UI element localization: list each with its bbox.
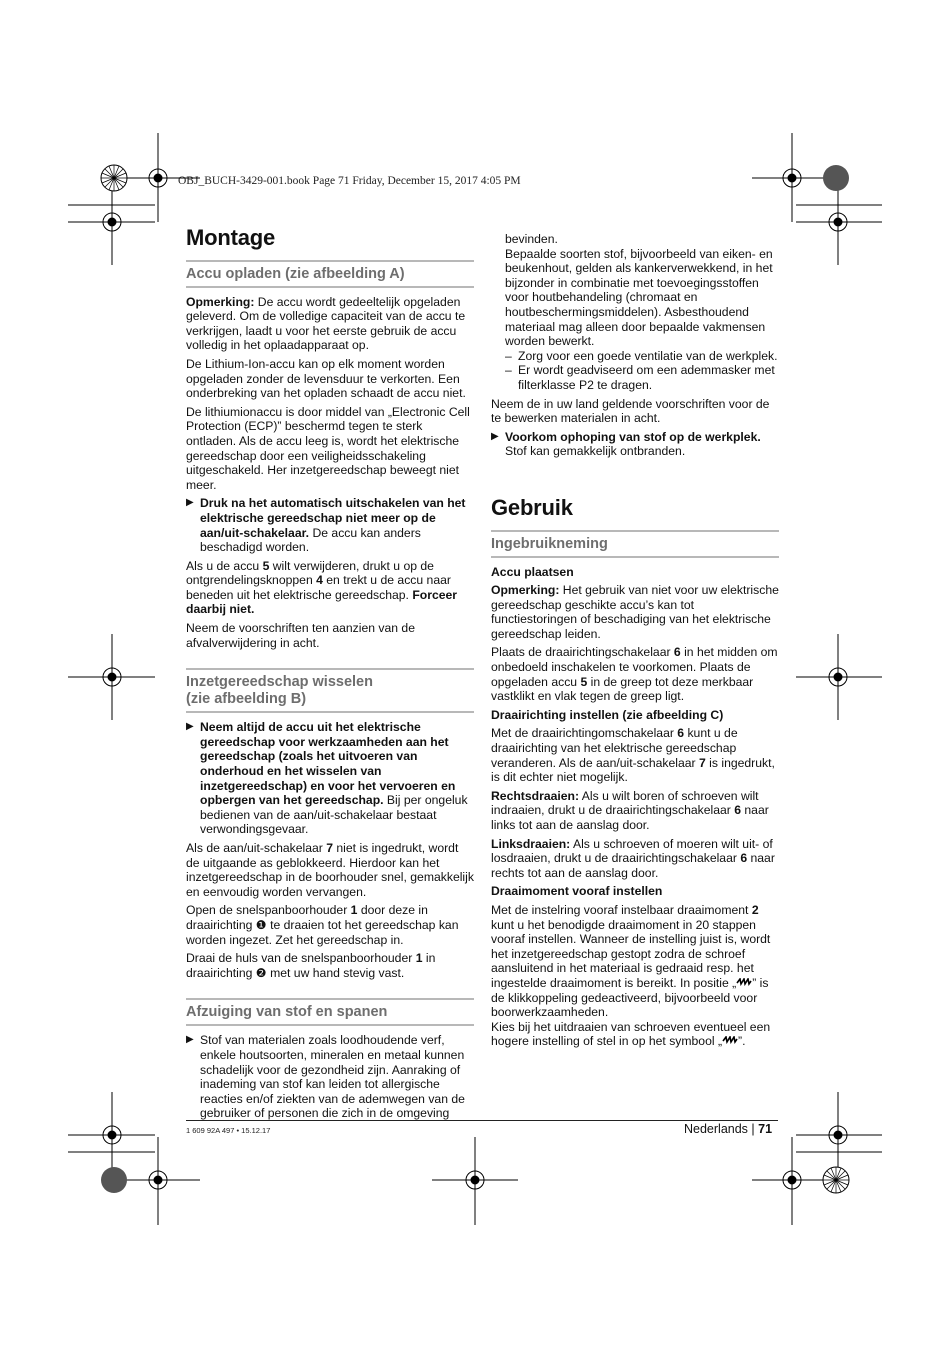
paragraph: Plaats de draairichtingschakelaar 6 in het midden om onbedoeld inschakelen te voorkomen. Plaats de opgeladen accu 5 in de greep tot deze merkbaar vastklikt en vlak tegen de greep ligt.	[491, 645, 778, 704]
paragraph: Open de snelspanboorhouder 1 door deze in draairichting ❶ te draaien tot het gereedschap kan worden ingezet. Zet het gereedschap in.	[186, 903, 459, 947]
drill-symbol-icon	[722, 1036, 738, 1045]
paragraph: Bepaalde soorten stof, bijvoorbeeld van eiken- en beukenhout, gelden als kankerverwekkend, in het bijzonder in combinatie met toevoegingsstoffen voor houtbehandeling (chromaat en houtbeschermingsmiddelen). Asbesthoudend materiaal mag alleen door bepaalde vakmensen worden bewerkt.	[505, 246, 773, 349]
paragraph: Draai de huls van de snelspanboorhouder 1 in draairichting ❷ met uw hand stevig vast.	[186, 951, 436, 980]
bullet-item: ▶ Stof van materialen zoals loodhoudende verf, enkele houtsoorten, mineralen en metaal kunnen schadelijk voor de gezondheid zijn. Aanraking of inademing van stof kan leiden tot allergische reacties en/of ziekten van de ademwegen van de gebruiker of personen die zich in de omgeving	[186, 1033, 465, 1121]
section-title-gebruik: Gebruik	[491, 494, 573, 520]
page-number: 71	[758, 1122, 773, 1136]
drill-symbol-icon	[736, 978, 752, 987]
triangle-bullet-icon: ▶	[186, 1034, 194, 1046]
heading-ingebruikneming: Ingebruikneming	[491, 530, 779, 558]
heading-afzuiging: Afzuiging van stof en spanen	[186, 998, 474, 1026]
paragraph: Opmerking: Het gebruik van niet voor uw elektrische gereedschap geschikte accu’s kan tot functiestoringen of beschadiging van het elektrische gereedschap leiden.	[491, 583, 779, 641]
heading-inzetgereedschap: Inzetgereedschap wisselen (zie afbeelding B)	[186, 668, 474, 713]
paragraph: Linksdraaien: Als u schroeven of moeren wilt uit- of losdraaien, drukt u de draairichtingschakelaar 6 naar rechts tot aan de aanslag door.	[491, 836, 775, 880]
paragraph: De Lithium-Ion-accu kan op elk moment worden opgeladen zonder de levensduur te verkorten. Een onderbreking van het opladen schaadt de accu niet.	[186, 356, 466, 401]
paragraph: Met de draairichtingomschakelaar 6 kunt u de draairichting van het elektrische gereedschap veranderen. Als de aan/uit-schakelaar 7 is ingedrukt, is dit echter niet mogelijk.	[491, 726, 775, 785]
dash-item: – Er wordt geadviseerd om een ademmasker met filterklasse P2 te dragen.	[505, 363, 775, 392]
paragraph: bevinden.	[505, 232, 558, 246]
paragraph: Kies bij het uitdraaien van schroeven eventueel een hogere instelling of stel in op het symbool „ ”.	[491, 1019, 771, 1049]
heading-accu-opladen: Accu opladen (zie afbeelding A)	[186, 260, 474, 288]
footer-page-info: Nederlands | 71	[684, 1122, 773, 1136]
section-title-montage: Montage	[186, 225, 276, 250]
bullet-item: ▶ Neem altijd de accu uit het elektrische gereedschap voor werkzaamheden aan het gereedschap (zoals het uitvoeren van onderhoud en het wisselen van inzetgereedschap) en voor het vervoeren en opbergen van het gereedschap. Bij per ongeluk bedienen van de aan/uit-schakelaar bestaat verwondingsgevaar.	[186, 720, 468, 837]
left-column	[186, 225, 474, 1125]
paragraph: De lithiumionaccu is door middel van „Electronic Cell Protection (ECP)” beschermd tegen te sterk ontladen. Als de accu leeg is, wordt het elektrische gereedschap door een veiligheidsschakeling uitgeschakeld. Her inzetgereedschap beweegt niet meer.	[186, 404, 470, 492]
bullet-item: ▶ Druk na het automatisch uitschakelen van het elektrische gereedschap niet meer op de aan/uit-schakelaar. De accu kan anders beschadigd worden.	[186, 496, 466, 555]
subheading-accu-plaatsen: Accu plaatsen	[491, 564, 574, 579]
paragraph: Neem de in uw land geldende voorschriften voor de te bewerken materialen in acht.	[491, 396, 770, 426]
paragraph: Met de instelring vooraf instelbaar draaimoment 2 kunt u het benodigde draaimoment in 20 stappen vooraf instellen. Wanneer de instelling juist is, wordt het inzetgereedschap gestopt zodra de schroef aansluitend in het materiaal is gedraaid resp. het ingestelde draaimoment is bereikt. In positie „ ” is de klikkoppeling gedeactiveerd, bijvoorbeeld voor boorwerkzaamheden.	[491, 902, 771, 1020]
paragraph: Rechtsdraaien: Als u wilt boren of schroeven wilt indraaien, drukt u de draairichtingschakelaar 6 naar links tot aan de aanslag door.	[491, 788, 769, 832]
footer-code: 1 609 92A 497 • 15.12.17	[186, 1126, 271, 1135]
triangle-bullet-icon: ▶	[186, 721, 194, 733]
triangle-bullet-icon: ▶	[186, 497, 194, 509]
paragraph: Als de aan/uit-schakelaar 7 niet is ingedrukt, wordt de uitgaande as geblokkeerd. Hierdoor kan het inzetgereedschap in de boorhouder snel, gemakkelijk en eenvoudig worden vervangen.	[186, 841, 474, 899]
subheading-draairichting: Draairichting instellen (zie afbeelding C)	[491, 707, 724, 722]
subheading-draaimoment: Draaimoment vooraf instellen	[491, 884, 663, 899]
direction-1-icon: ❶	[255, 917, 267, 932]
paragraph: Opmerking: De accu wordt gedeeltelijk opgeladen geleverd. Om de volledige capaciteit van de accu te verkrijgen, laadt u voor het eerste gebruik de accu volledig in het oplaadapparaat op.	[186, 294, 466, 353]
direction-2-icon: ❷	[255, 965, 267, 980]
triangle-bullet-icon: ▶	[491, 430, 499, 442]
right-column	[491, 232, 779, 1053]
paragraph: Als u de accu 5 wilt verwijderen, drukt u op de ontgrendelingsknoppen 4 en trekt u de accu naar beneden uit het elektrische gereedschap. Forceer daarbij niet.	[186, 558, 458, 617]
dash-item: – Zorg voor een goede ventilatie van de werkplek.	[505, 348, 778, 363]
footer-language: Nederlands	[684, 1122, 748, 1136]
bullet-item: ▶ Voorkom ophoping van stof op de werkplek. Stof kan gemakkelijk ontbranden.	[491, 429, 761, 459]
print-header: OBJ_BUCH-3429-001.book Page 71 Friday, December 15, 2017 4:05 PM	[178, 175, 521, 187]
footer-rule	[186, 1120, 778, 1121]
paragraph: Neem de voorschriften ten aanzien van de afvalverwijdering in acht.	[186, 621, 415, 650]
